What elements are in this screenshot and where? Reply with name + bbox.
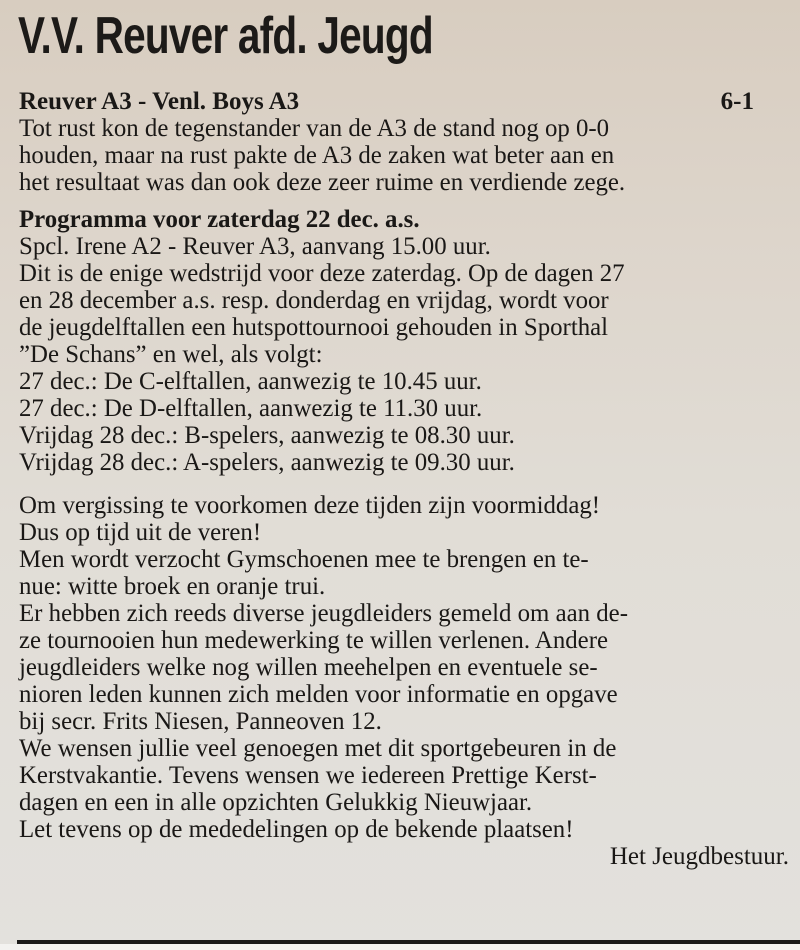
programme-text-line: Dit is de enige wedstrijd voor deze zaterdag. Op de dagen 27: [19, 260, 625, 287]
article-body: [19, 88, 789, 870]
match-heading: [19, 88, 754, 115]
notice-line: ze tournooien hun medewerking te willen verlenen. Andere: [19, 627, 609, 654]
notice-line: Men wordt verzocht Gymschoenen mee te brengen en te-: [19, 546, 589, 573]
match-title: Reuver A3 - Venl. Boys A3: [19, 88, 300, 115]
programme-text-line: Spcl. Irene A2 - Reuver A3, aanvang 15.00 uur.: [19, 233, 491, 260]
programme-text-line: ”De Schans” en wel, als volgt:: [19, 341, 323, 368]
notice-line: Om vergissing te voorkomen deze tijden zijn voormiddag!: [19, 492, 601, 519]
schedule-item: 27 dec.: De C-elftallen, aanwezig te 10.45 uur.: [19, 368, 482, 395]
schedule-item: Vrijdag 28 dec.: A-spelers, aanwezig te 09.30 uur.: [19, 449, 515, 476]
notice-line: We wensen jullie veel genoegen met dit sportgebeuren in de: [19, 735, 617, 762]
notice-line: bij secr. Frits Niesen, Panneoven 12.: [19, 708, 382, 735]
notice-line: nioren leden kunnen zich melden voor informatie en opgave: [19, 681, 618, 708]
schedule-item: Vrijdag 28 dec.: B-spelers, aanwezig te 08.30 uur.: [19, 422, 515, 449]
headline: V.V. Reuver afd. Jeugd: [18, 7, 433, 65]
signature: Het Jeugdbestuur.: [609, 843, 789, 870]
match-text-line: het resultaat was dan ook deze zeer ruime en verdiende zege.: [19, 169, 626, 196]
match-text-line: Tot rust kon de tegenstander van de A3 de stand nog op 0-0: [19, 115, 610, 142]
notice-line: Dus op tijd uit de veren!: [19, 519, 262, 546]
programme-heading: Programma voor zaterdag 22 dec. a.s.: [19, 206, 420, 233]
notice-line: dagen en een in alle opzichten Gelukkig Nieuwjaar.: [19, 789, 533, 816]
programme-text-line: de jeugdelftallen een hutspottournooi gehouden in Sporthal: [19, 314, 609, 341]
notice-line: Let tevens op de mededelingen op de bekende plaatsen!: [19, 816, 574, 843]
notice-line: Kerstvakantie. Tevens wensen we iedereen Prettige Kerst-: [19, 762, 597, 789]
page-edge: [0, 944, 800, 950]
notice-line: Er hebben zich reeds diverse jeugdleiders gemeld om aan de-: [19, 600, 628, 627]
match-text-line: houden, maar na rust pakte de A3 de zaken wat beter aan en: [19, 142, 615, 169]
notice-line: jeugdleiders welke nog willen meehelpen en eventuele se-: [19, 654, 598, 681]
notice-line: nue: witte broek en oranje trui.: [19, 573, 326, 600]
schedule-item: 27 dec.: De D-elftallen, aanwezig te 11.30 uur.: [19, 395, 483, 422]
programme-text-line: en 28 december a.s. resp. donderdag en vrijdag, wordt voor: [19, 287, 609, 314]
match-score: 6-1: [720, 88, 754, 115]
